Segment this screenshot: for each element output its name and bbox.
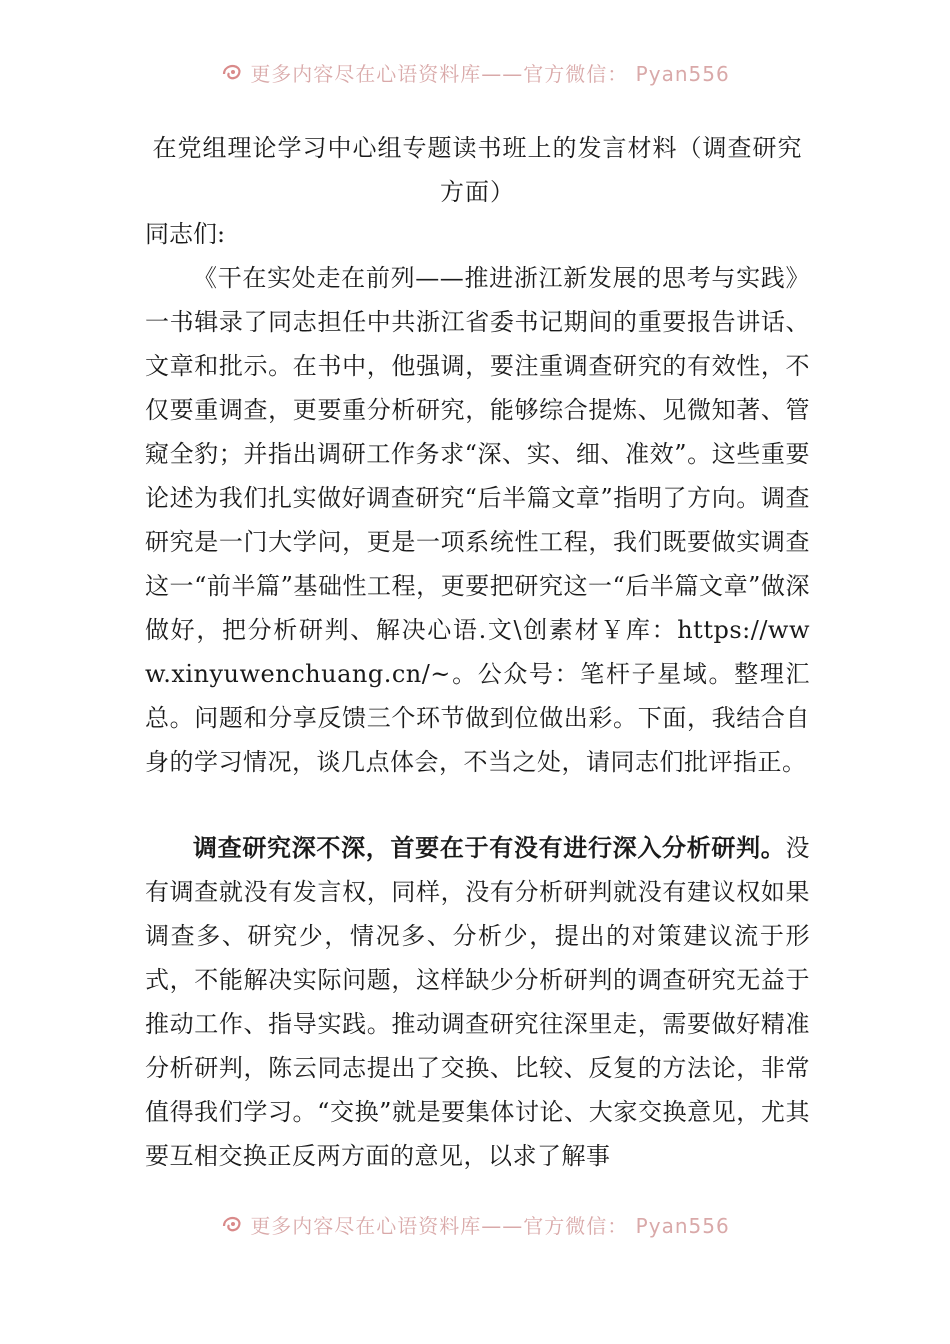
document-title: 在党组理论学习中心组专题读书班上的发言材料（调查研究方面） bbox=[152, 134, 803, 206]
section-heading: 调查研究深不深，首要在于有没有进行深入分析研判。 bbox=[193, 833, 786, 862]
salutation: 同志们: bbox=[145, 220, 226, 248]
section-body: 没有调查就没有发言权，同样，没有分析研判就没有建议权如果调查多、研究少，情况多、分析少，提出的对策建议流于形式，不能解决实际问题，这样缺少分析研判的调查研究无益于推动工作、指导实践。推动调查研究往深里走，需要做好精准分析研判，陈云同志提出了交换、比较、反复的方法论，非常值得我们学习。“交换”就是要集体讨论、大家交换意见，尤其要互相交换正反两方面的意见，以求了解事 bbox=[145, 834, 810, 1170]
paragraph-section-1 bbox=[145, 826, 810, 1178]
brand-logo-icon bbox=[220, 1212, 244, 1236]
watermark-text: 更多内容尽在心语资料库——官方微信： Pyan556 bbox=[250, 61, 730, 86]
brand-logo-icon bbox=[220, 60, 244, 84]
paragraph-intro: 《干在实处走在前列——推进浙江新发展的思考与实践》一书辑录了同志担任中共浙江省委书记期间的重要报告讲话、文章和批示。在书中，他强调，要注重调查研究的有效性，不仅要重调查，更要重分析研究，能够综合提炼、见微知著、管窥全豹；并指出调研工作务求“深、实、细、准效”。这些重要论述为我们扎实做好调查研究“后半篇文章”指明了方向。调查研究是一门大学问，更是一项系统性工程，我们既要做实调查这一“前半篇”基础性工程，更要把研究这一“后半篇文章”做深做好，把分析研判、解决心语.文\创素材￥库：https://www.xinyuwenchuang.cn/~。公众号：笔杆子星域。整理汇总。问题和分享反馈三个环节做到位做出彩。下面，我结合自身的学习情况，谈几点体会，不当之处，请同志们批评指正。 bbox=[145, 264, 810, 776]
watermark-header bbox=[0, 52, 950, 92]
watermark-footer bbox=[0, 1204, 950, 1244]
watermark-text: 更多内容尽在心语资料库——官方微信： Pyan556 bbox=[250, 1213, 730, 1238]
